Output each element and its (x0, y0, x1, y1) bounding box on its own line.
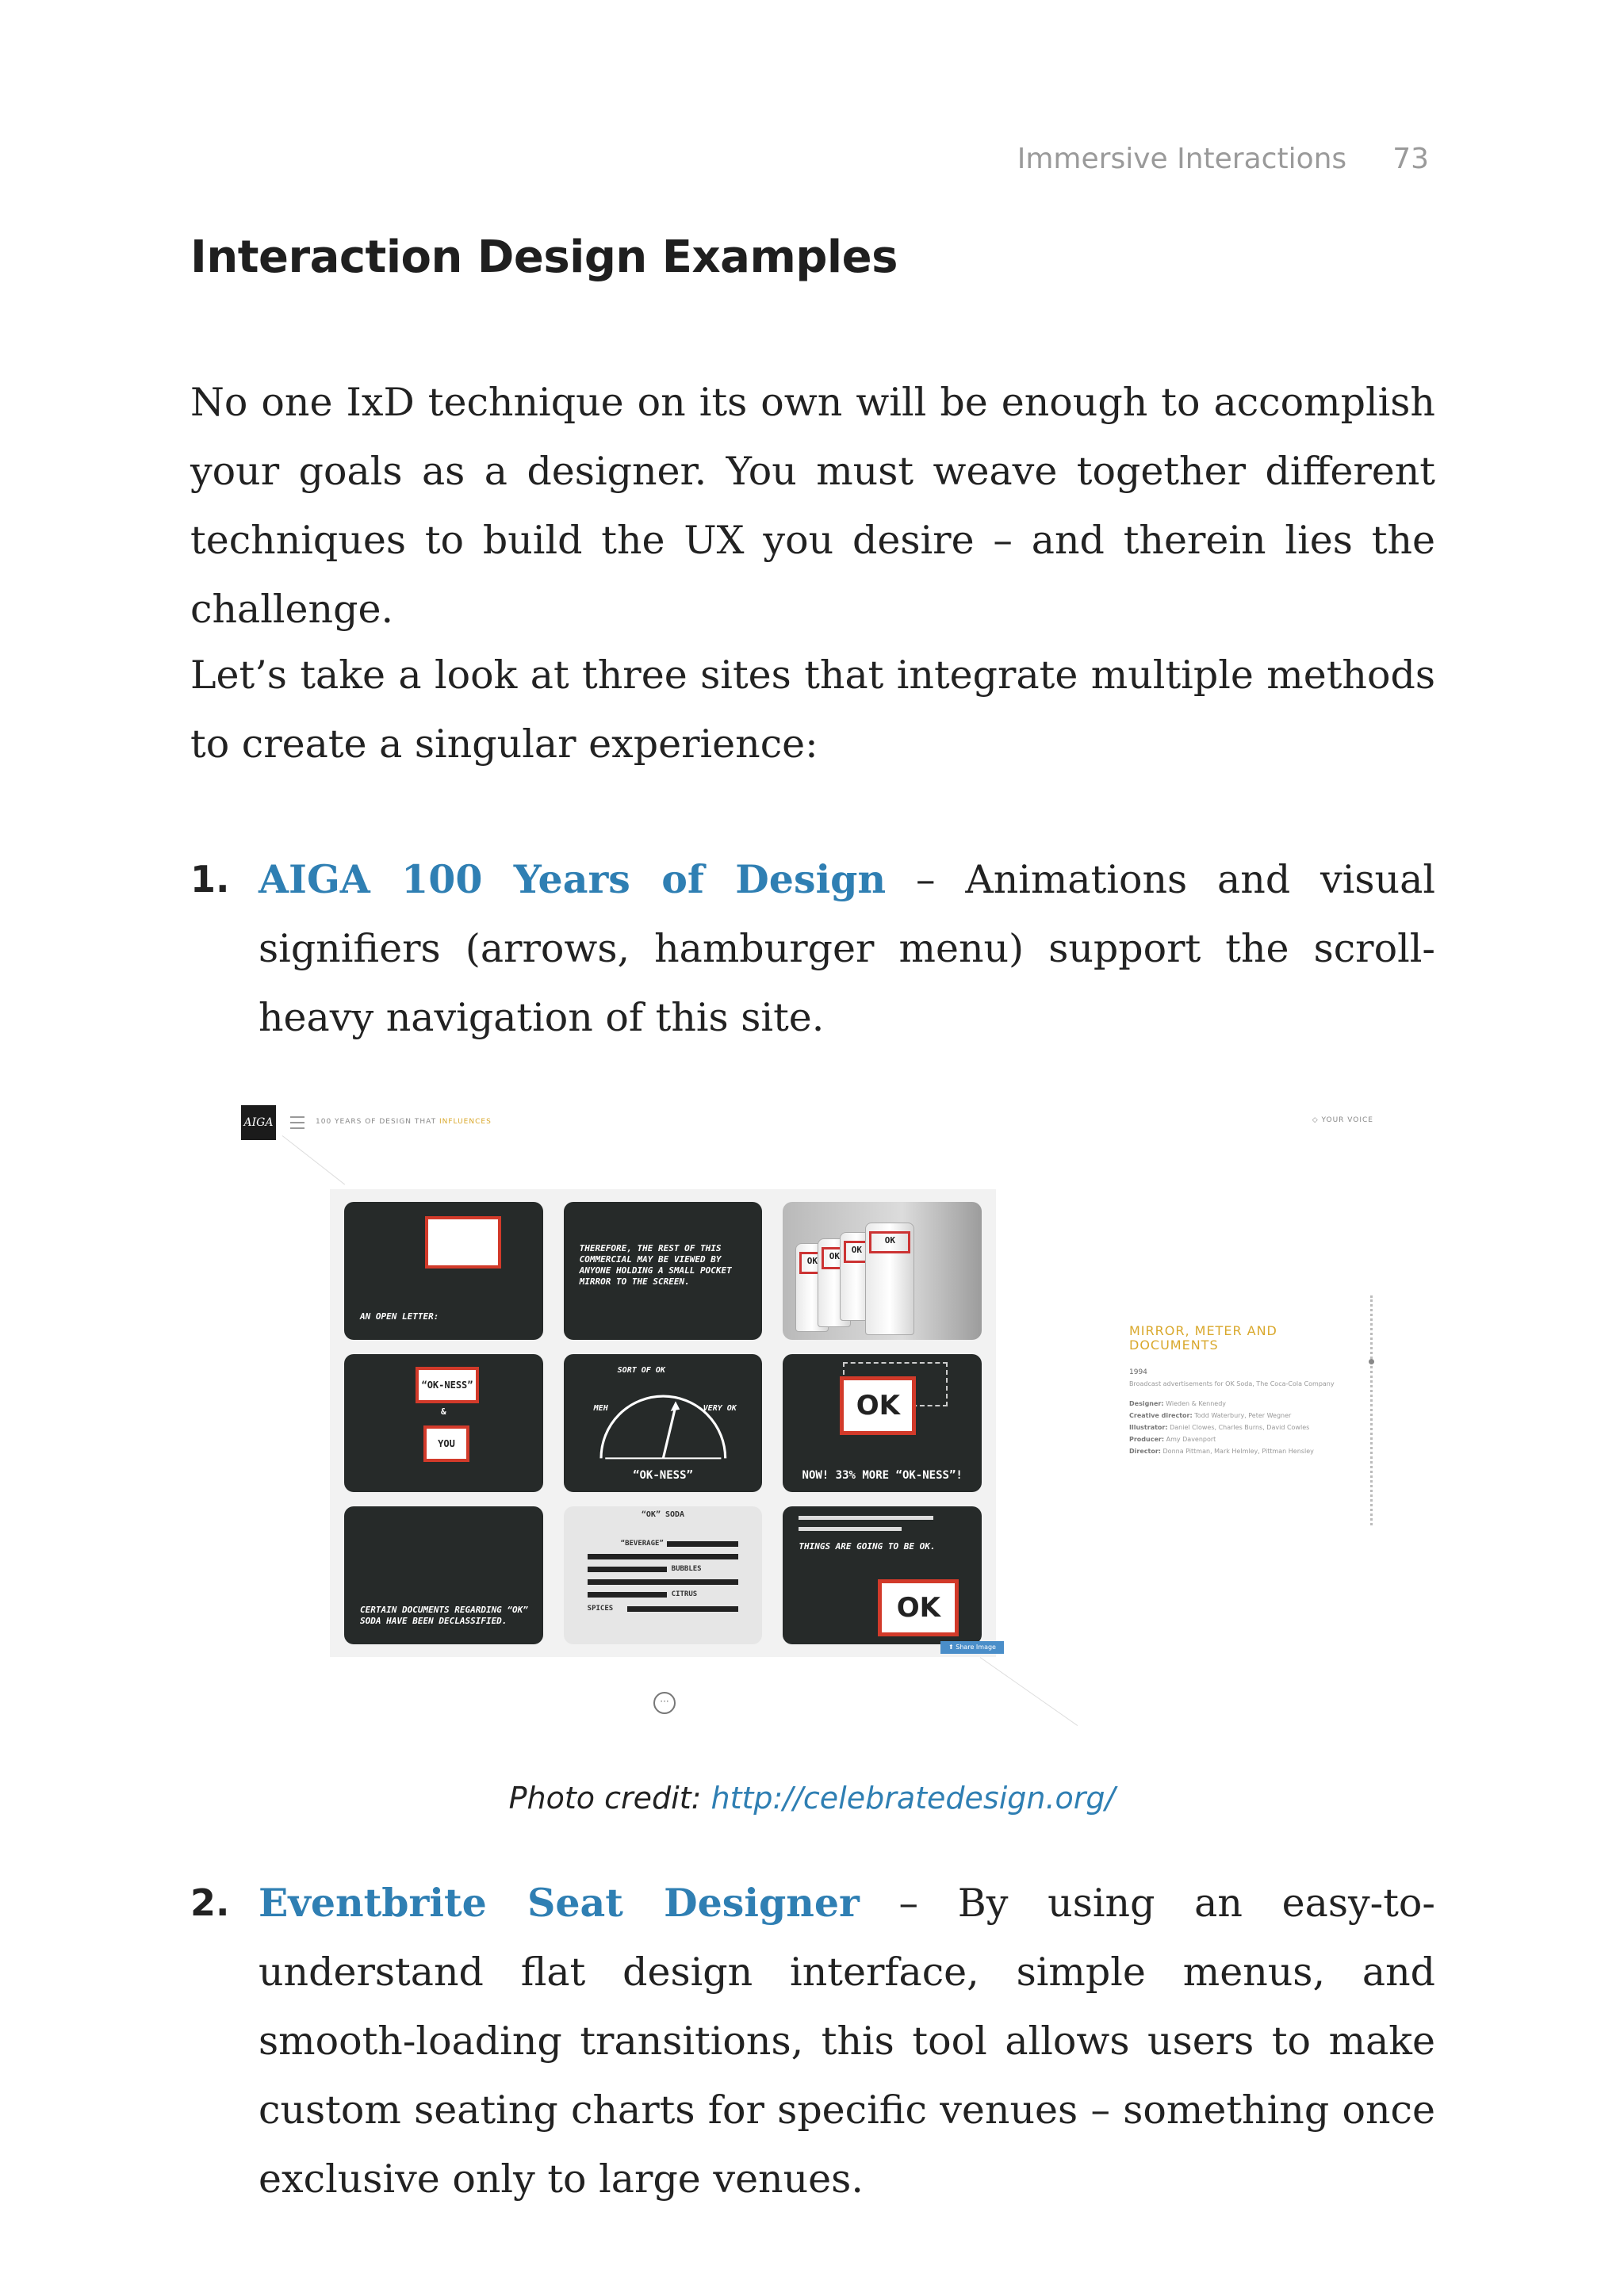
scroll-progress-indicator[interactable] (1370, 1295, 1374, 1525)
mirror-frame (425, 1216, 501, 1269)
your-voice-link[interactable]: ◇ YOUR VOICE (1312, 1116, 1373, 1124)
can-label: OK (869, 1231, 910, 1253)
tile-soda-cans[interactable] (783, 1202, 982, 1340)
list-item-2 (190, 1869, 1435, 2214)
meter-label-sort-of-ok: SORT OF OK (617, 1366, 665, 1375)
meter-label-very-ok: VERY OK (703, 1404, 737, 1413)
okness-box: “OK-NESS” (416, 1367, 479, 1403)
tile-going-to-be-ok[interactable] (783, 1506, 982, 1644)
credit-value: Donna Pittman, Mark Helmley, Pittman Hensley (1160, 1448, 1314, 1455)
ok-box: OK (840, 1376, 916, 1435)
you-box: YOU (423, 1425, 469, 1462)
can-label: OK (799, 1252, 825, 1274)
share-image-button[interactable]: ⬆ Share Image (940, 1641, 1004, 1654)
tile-text: THINGS ARE GOING TO BE OK. (799, 1541, 936, 1552)
tile-text: CERTAIN DOCUMENTS REGARDING “OK” SODA HAVE BEEN DECLASSIFIED. (360, 1605, 528, 1626)
connector-line (282, 1135, 345, 1184)
tile-open-letter[interactable] (344, 1202, 543, 1340)
credit-key: Creative director: (1129, 1412, 1193, 1419)
aiga-link[interactable]: AIGA 100 Years of Design (259, 856, 887, 902)
can-label: OK (844, 1241, 869, 1263)
eventbrite-link[interactable]: Eventbrite Seat Designer (259, 1880, 860, 1926)
doc-word: “BEVERAGE” (620, 1540, 664, 1548)
redaction-bar (588, 1567, 667, 1572)
struck-line (799, 1516, 933, 1520)
section-heading: Interaction Design Examples (190, 232, 898, 283)
hamburger-menu-icon[interactable] (290, 1116, 304, 1129)
share-image-label: Share Image (956, 1644, 996, 1651)
credit-illustrator (1129, 1423, 1343, 1432)
tagline-highlight: INFLUENCES (439, 1118, 492, 1126)
list-item-text: – By using an easy-to-understand flat design interface, simple menus, and smooth-loading transitions, this tool allows users to make custom seating charts for specific venues – something once exclusive only to large venues. (259, 1881, 1435, 2202)
tagline-prefix: 100 YEARS OF DESIGN THAT (316, 1118, 439, 1126)
credit-director (1129, 1447, 1343, 1456)
meter-label-meh: MEH (593, 1404, 608, 1413)
doc-word: BUBBLES (671, 1565, 702, 1573)
tile-text: NOW! 33% MORE “OK-NESS”! (802, 1469, 963, 1482)
redaction-bar (588, 1592, 667, 1598)
credit-producer (1129, 1435, 1343, 1444)
tile-redacted-doc[interactable] (564, 1506, 763, 1644)
struck-line (799, 1527, 902, 1531)
tile-text: THEREFORE, THE REST OF THIS COMMERCIAL MAY BE VIEWED BY ANYONE HOLDING A SMALL POCKET MIRROR TO THE SCREEN. (579, 1243, 732, 1287)
site-tagline (316, 1118, 492, 1126)
project-details (1129, 1324, 1359, 1456)
project-year: 1994 (1129, 1368, 1147, 1376)
redaction-bar (667, 1541, 738, 1547)
tile-mirror-note[interactable] (564, 1202, 763, 1340)
list-number: 2. (190, 1881, 230, 1924)
credit-creative-director (1129, 1411, 1343, 1420)
more-options-icon[interactable]: ··· (653, 1692, 676, 1714)
credit-designer (1129, 1399, 1343, 1408)
tile-text: AN OPEN LETTER: (360, 1311, 439, 1322)
soda-can (865, 1223, 914, 1335)
ok-box: OK (878, 1579, 959, 1636)
redaction-bar (588, 1554, 738, 1559)
photo-credit (0, 1781, 1624, 1816)
aiga-logo[interactable]: AIGA (241, 1105, 276, 1140)
running-head (1017, 143, 1429, 175)
doc-word: SPICES (587, 1605, 614, 1613)
credit-value: Daniel Clowes, Charles Burns, David Cowles (1167, 1424, 1310, 1431)
photo-credit-label: Photo credit: (508, 1781, 711, 1816)
credit-key: Director: (1129, 1448, 1161, 1455)
your-voice-label: YOUR VOICE (1321, 1116, 1373, 1124)
list-item-text: – Animations and visual signifiers (arrows, hamburger menu) support the scroll-heavy navigation of this site. (259, 857, 1436, 1040)
tile-declassified[interactable] (344, 1506, 543, 1644)
photo-credit-link[interactable]: http://celebratedesign.org/ (710, 1781, 1116, 1816)
redaction-bar (627, 1606, 738, 1612)
tile-ok-meter[interactable] (564, 1354, 763, 1492)
credit-key: Illustrator: (1129, 1424, 1168, 1431)
paragraph-1: No one IxD technique on its own will be enough to accomplish your goals as a designer. You must weave together different techniques to build the UX you desire – and therein lies the challenge. (190, 380, 1435, 632)
credit-value: Wieden & Kennedy (1163, 1400, 1227, 1407)
tile-okness-you[interactable] (344, 1354, 543, 1492)
doc-title: “OK” SODA (641, 1510, 685, 1519)
project-title: MIRROR, METER AND DOCUMENTS (1129, 1323, 1277, 1353)
redaction-bar (588, 1579, 738, 1585)
credit-value: Amy Davenport (1164, 1436, 1216, 1443)
site-header (241, 1096, 1424, 1135)
credit-key: Designer: (1129, 1400, 1164, 1407)
aiga-screenshot (235, 1086, 1424, 1760)
tile-more-okness[interactable] (783, 1354, 982, 1492)
project-description: Broadcast advertisements for OK Soda, The Coca-Cola Company (1129, 1380, 1335, 1387)
ampersand: & (441, 1406, 446, 1417)
image-grid (330, 1189, 996, 1657)
meter-caption: “OK-NESS” (633, 1469, 693, 1482)
can-label: OK (822, 1247, 847, 1269)
credit-value: Todd Waterbury, Peter Wegner (1192, 1412, 1292, 1419)
doc-word: CITRUS (671, 1590, 698, 1598)
connector-line (980, 1657, 1078, 1726)
paragraph-2: Let’s take a look at three sites that integrate multiple methods to create a singular experience: (190, 652, 1435, 767)
list-item-1 (190, 845, 1435, 1052)
page-number: 73 (1392, 143, 1429, 175)
list-number: 1. (190, 858, 230, 901)
credit-key: Producer: (1129, 1436, 1165, 1443)
running-head-title: Immersive Interactions (1017, 143, 1347, 175)
